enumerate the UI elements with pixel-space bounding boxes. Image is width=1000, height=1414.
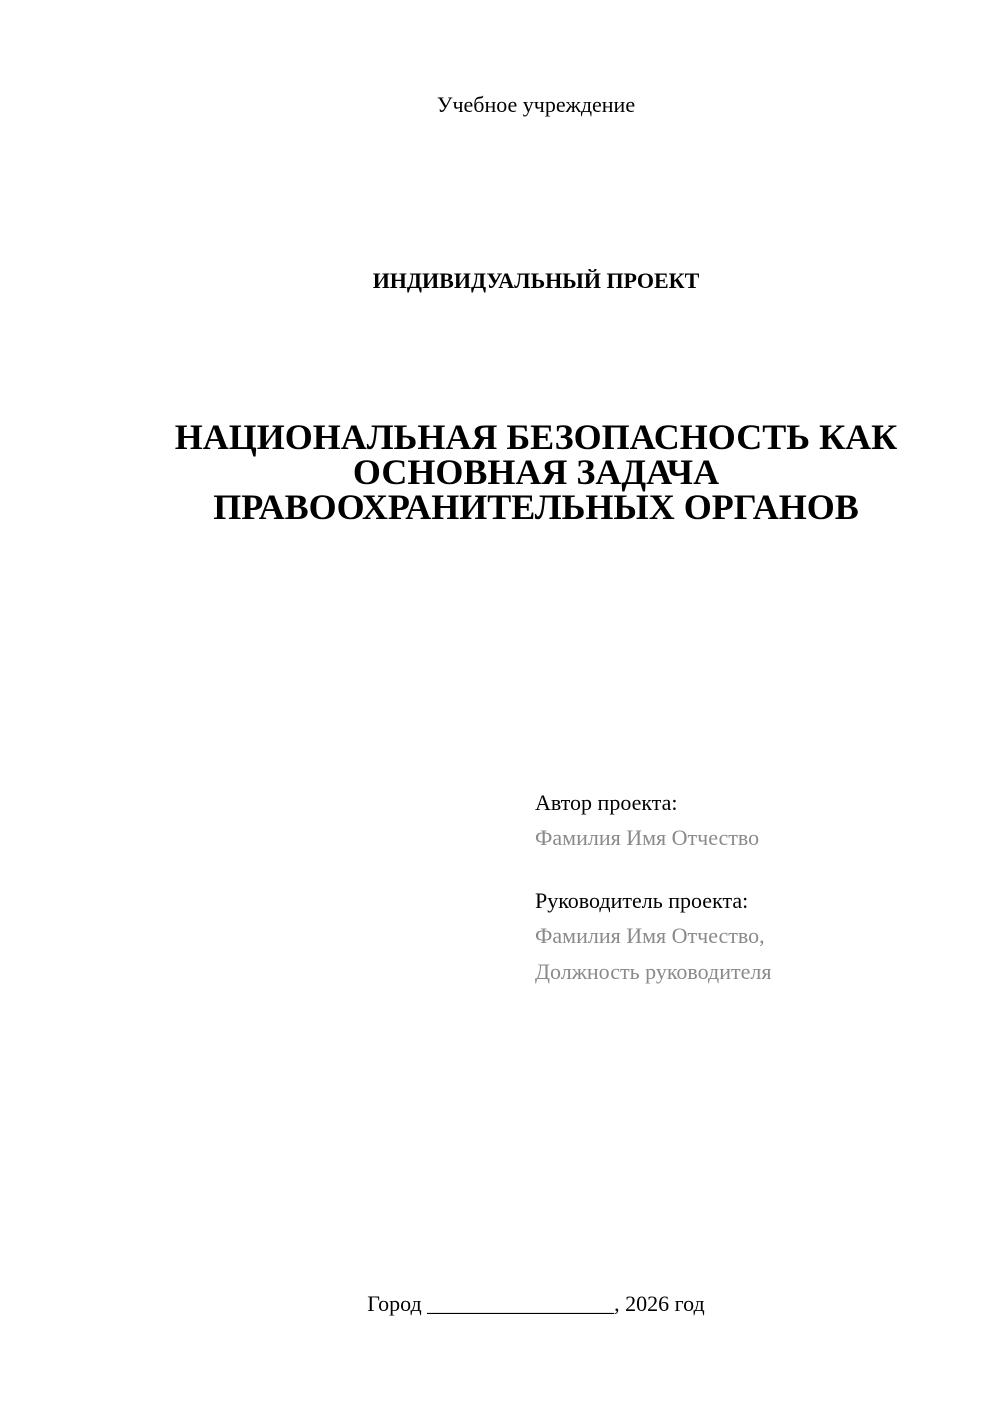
supervisor-label: Руководитель проекта: bbox=[535, 888, 749, 913]
supervisor-position: Должность руководителя bbox=[535, 959, 772, 984]
title-line-1: НАЦИОНАЛЬНАЯ БЕЗОПАСНОСТЬ КАК bbox=[174, 417, 898, 457]
city-year-line: Город _________________, 2026 год bbox=[367, 1291, 705, 1316]
document-type: ИНДИВИДУАЛЬНЫЙ ПРОЕКТ bbox=[372, 268, 700, 293]
spacer bbox=[535, 856, 975, 884]
author-name: Фамилия Имя Отчество bbox=[535, 825, 760, 850]
institution-name: Учебное учреждение bbox=[436, 92, 636, 117]
project-people bbox=[535, 786, 975, 990]
author-label: Автор проекта: bbox=[535, 790, 678, 815]
document-title bbox=[0, 417, 1000, 527]
title-line-3: ПРАВООХРАНИТЕЛЬНЫХ ОРГАНОВ bbox=[213, 487, 859, 527]
supervisor-name: Фамилия Имя Отчество, bbox=[535, 923, 765, 948]
title-line-2: ОСНОВНАЯ ЗАДАЧА bbox=[352, 452, 720, 492]
